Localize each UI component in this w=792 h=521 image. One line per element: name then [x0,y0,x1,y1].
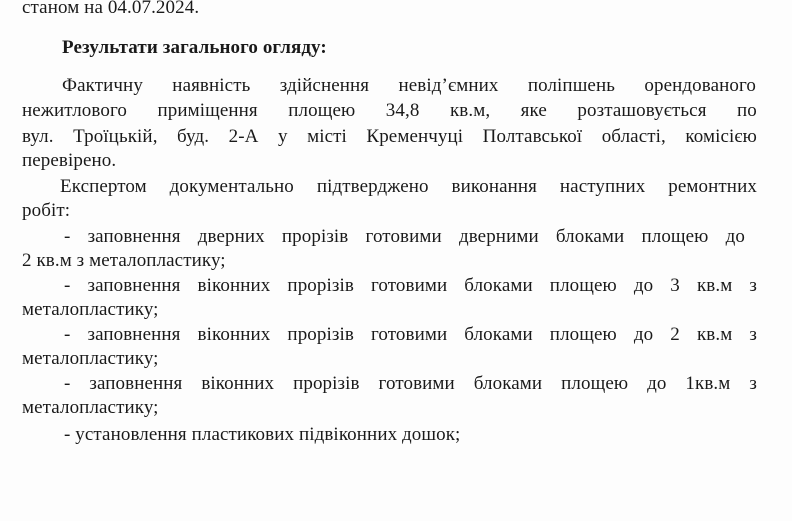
paragraph1-line4: перевірено. [22,150,117,171]
word: блоками [464,324,533,345]
word: готовими [370,324,448,345]
word: прорізів [293,373,360,394]
word: до [725,226,745,247]
list-item-4-line1 [64,373,757,395]
word: - [64,226,71,247]
word: розташовується [577,100,707,121]
word: документально [169,176,294,197]
word: 3 [670,275,680,296]
word: прорізів [287,275,354,296]
word: яке [520,100,547,121]
word: площею [288,100,356,121]
paragraph1-line3 [22,126,757,148]
word: 34,8 [385,100,420,121]
word: блоками [464,275,533,296]
word: до [633,324,654,345]
paragraph1-line1 [62,75,756,97]
word: - [64,275,71,296]
word: віконних [201,373,275,394]
word: у [277,126,288,147]
word: дверними [458,226,539,247]
word: до [647,373,667,394]
word: кв.м [696,275,733,296]
list-item-2-line1 [64,275,757,297]
word: по [737,100,757,121]
list-item-1-line1 [64,226,745,248]
word: віконних [197,275,271,296]
list-item-4-line2: металопластику; [22,397,159,418]
word: Фактичну [62,75,143,96]
word: вул. [22,126,54,147]
word: заповнення [87,275,181,296]
paragraph2-line1 [60,176,757,198]
word: прорізів [287,324,354,345]
word: готовими [370,275,448,296]
word: з [749,324,757,345]
word: 1кв.м [685,373,731,394]
word: здійснення [279,75,370,96]
section-heading: Результати загального огляду: [62,37,327,58]
list-item-1-line2: 2 кв.м з металопластику; [22,250,226,271]
list-item-3-line2: металопластику; [22,348,159,369]
word: віконних [197,324,271,345]
word: приміщення [157,100,258,121]
word: з [749,275,757,296]
paragraph2-line2: робіт: [22,200,71,221]
word: Експертом [60,176,147,197]
word: кв.м [696,324,733,345]
word: наявність [172,75,251,96]
paragraph1-line2 [22,100,757,122]
word: Троїцькій, [73,126,158,147]
word: заповнення [87,324,181,345]
word: площею [561,373,629,394]
word: ремонтних [668,176,757,197]
word: готовими [378,373,455,394]
word: блоками [473,373,543,394]
word: площею [641,226,709,247]
list-item-3-line1 [64,324,757,346]
word: буд. [177,126,210,147]
word: місті [307,126,347,147]
word: площею [549,324,617,345]
word: невід’ємних [398,75,499,96]
list-item-2-line2: металопластику; [22,299,159,320]
word: 2 [670,324,680,345]
word: прорізів [281,226,349,247]
word: дверних [197,226,265,247]
word: області, [601,126,666,147]
word: поліпшень [527,75,615,96]
word: - [64,324,71,345]
word: - [64,373,71,394]
word: до [633,275,654,296]
word: Полтавської [482,126,583,147]
date-line: станом на 04.07.2024. [22,0,200,18]
word: 2-А [228,126,259,147]
word: Кременчуці [366,126,464,147]
word: комісією [685,126,757,147]
list-item-5-line1: - установлення пластикових підвіконних дошок; [64,424,461,445]
word: наступних [559,176,646,197]
word: заповнення [87,226,181,247]
word: готовими [365,226,442,247]
word: нежитлового [22,100,127,121]
word: заповнення [89,373,183,394]
word: площею [549,275,617,296]
word: кв.м, [449,100,491,121]
word: блоками [555,226,625,247]
word: з [749,373,757,394]
word: орендованого [644,75,756,96]
word: виконання [451,176,537,197]
word: підтверджено [316,176,429,197]
